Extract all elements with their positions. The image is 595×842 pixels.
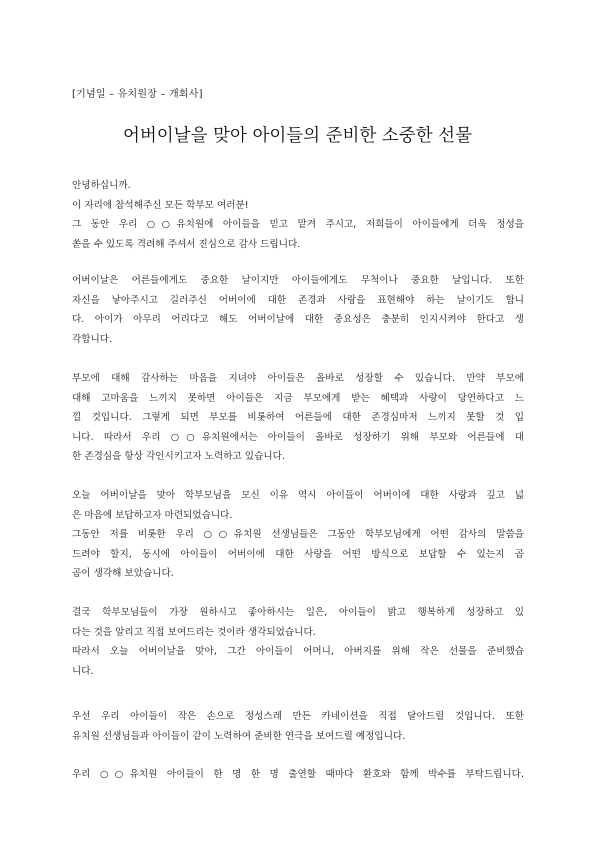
paragraph-3 <box>72 369 524 467</box>
paragraph-2 <box>72 271 524 349</box>
paragraph-line: 니다. <box>72 665 94 677</box>
paragraph-line: 우리 ○○유치원 아이들이 한 명 한 명 출연할 때마다 환호와 함께 박수를 부탁드립니다. <box>72 769 524 780</box>
paragraph-line: 한 존경심을 항상 각인시키고자 노력하고 있습니다. <box>72 451 285 462</box>
paragraph-line: 그동안 저를 비롯한 우리 ○○유치원 선생님들은 그동안 학부모님에게 어떤 감사의 말씀을 <box>72 529 524 540</box>
paragraph-line: 부모에 대해 감사하는 마음을 지녀야 아이들은 올바로 성장할 수 있습니다. 만약 부모에 <box>72 373 524 384</box>
paragraph-4 <box>72 486 524 584</box>
document-title: 어버이날을 맞아 아이들의 준비한 소중한 선물 <box>122 126 472 146</box>
paragraph-line: 각합니다. <box>72 333 113 345</box>
paragraph-line: 따라서 오늘 어버이날을 맞아, 그간 아이들이 어머니, 아버지를 위해 작은 선물을 준비했습 <box>72 646 524 657</box>
paragraph-line: 유치원 선생님들과 아이들이 같이 노력하여 준비한 연극을 보여드릴 예정입니다. <box>72 730 406 742</box>
paragraph-line: 결국 학부모님들이 가장 원하시고 좋아하시는 일은, 아이들이 밝고 행복하게 성장하고 있 <box>72 607 524 618</box>
document-category-label: [기념일 – 유치원장 – 개회사] <box>72 89 203 100</box>
paragraph-line: 이 자리에 참석해주신 모든 학부모 여러분! <box>72 199 249 211</box>
paragraph-line: 다는 것을 알리고 직접 보여드리는 것이라 생각되었습니다. <box>72 626 316 638</box>
paragraph-line: 낄 것입니다. 그렇게 되면 부모를 비롯하여 어른들에 대한 존경심마저 느끼지 못할 것 입 <box>72 412 524 423</box>
paragraph-7 <box>72 765 524 785</box>
paragraph-line: 니다. 따라서 우리 ○○유치원에서는 아이들이 올바로 성장하기 위해 부모와 어른들에 대 <box>72 431 524 443</box>
paragraph-line: 어버이날은 어른들에게도 중요한 날이지만 아이들에게도 무척이나 중요한 날입니다. 또한 <box>72 275 524 286</box>
paragraph-5 <box>72 603 524 681</box>
paragraph-6 <box>72 707 524 746</box>
paragraph-line: 쏟을 수 있도록 격려해 주셔서 진심으로 감사 드립니다. <box>72 238 301 250</box>
paragraph-line: 다. 아이가 아무리 어리다고 해도 어버이날에 대한 중요성은 충분히 인지시켜야 한다고 생 <box>72 314 524 325</box>
paragraph-line: 그 동안 우리 ○○유치원에 아이들을 믿고 맡겨 주시고, 저희들이 아이들에게 더욱 정성을 <box>72 219 524 230</box>
paragraph-line: 우선 우리 아이들이 작은 손으로 정성스레 만든 카네이션을 직접 달아드릴 것입니다. 또한 <box>72 711 524 722</box>
paragraph-line: 대해 고마움을 느끼지 못하면 아이들은 지금 부모에게 받는 혜택과 사랑이 당연하다고 느 <box>72 392 524 404</box>
paragraph-line: 자신을 낳아주시고 길러주신 어버이에 대한 존경과 사랑을 표현해야 하는 날이기도 합니 <box>72 294 524 306</box>
paragraph-line: 곰이 생각해 보았습니다. <box>72 568 174 579</box>
paragraph-1 <box>72 176 524 254</box>
paragraph-line: 은 마음에 보답하고자 마련되었습니다. <box>72 509 233 521</box>
paragraph-line: 오늘 어버이날을 맞아 학부모님을 모신 이유 역시 아이들이 어버이에 대한 사랑과 깊고 넓 <box>72 490 524 501</box>
paragraph-line: 안녕하십니까. <box>72 180 131 191</box>
paragraph-line: 드려야 할지, 동시에 아이들이 어버이에 대한 사랑을 어떤 방식으로 보답할 수 있는지 곰 <box>72 548 524 560</box>
